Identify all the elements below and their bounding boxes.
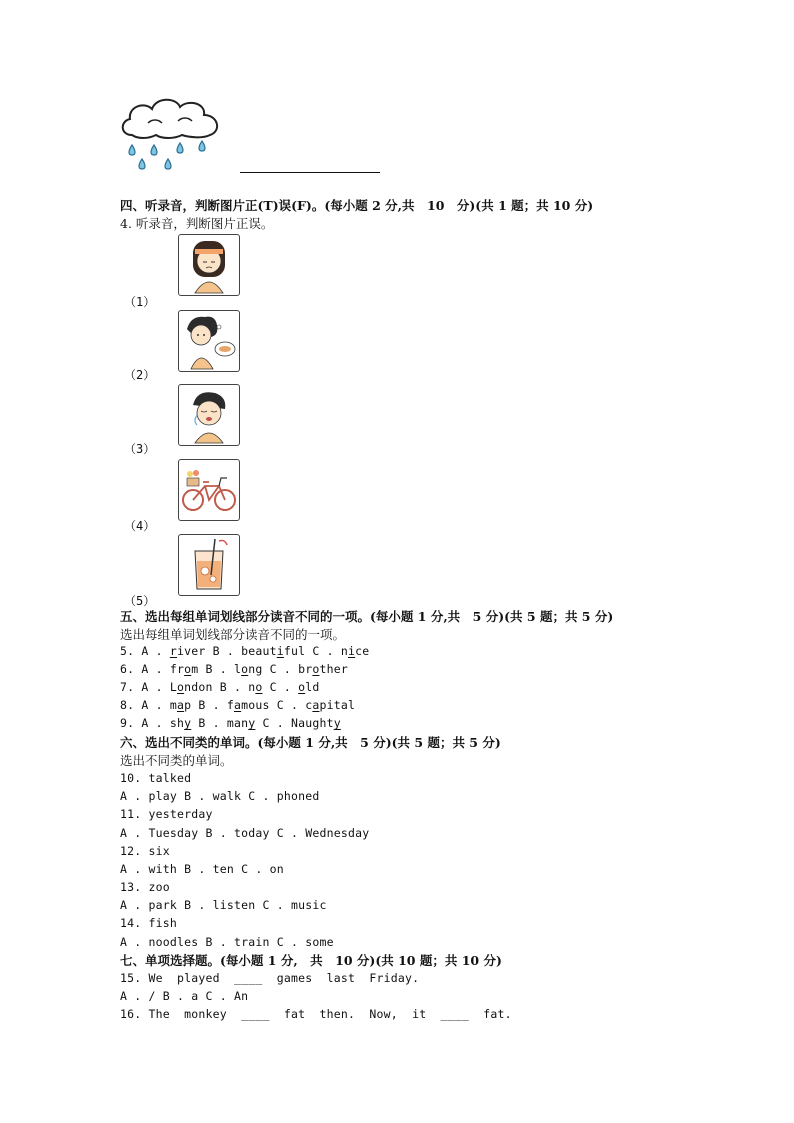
section5-subtitle: 选出每组单词划线部分读音不同的一项。 [120, 627, 346, 642]
picture-2 [178, 310, 240, 372]
question-10-options: A . play B . walk C . phoned [120, 789, 320, 803]
picture-5 [178, 534, 240, 596]
picture-3 [178, 384, 240, 446]
question-12: 12. six [120, 844, 170, 858]
question-14: 14. fish [120, 916, 177, 930]
question-16: 16. The monkey ____ fat then. Now, it ____ fat. [120, 1007, 512, 1021]
question-4-text: 4. 听录音，判断图片正误。 [120, 216, 274, 231]
item-label-3: （3） [124, 442, 156, 456]
question-14-options: A . noodles B . train C . some [120, 935, 334, 949]
item-label-5: （5） [124, 594, 156, 608]
section7-heading: 七、单项选择题。(每小题 1 分, 共 10 分)(共 10 题；共 10 分) [120, 953, 502, 968]
question-12-options: A . with B . ten C . on [120, 862, 284, 876]
question-13-options: A . park B . listen C . music [120, 898, 327, 912]
question-8: 8. A . map B . famous C . capital [120, 698, 356, 712]
question-13: 13. zoo [120, 880, 170, 894]
section6-subtitle: 选出不同类的单词。 [120, 753, 233, 768]
question-15-options: A . / B . a C . An [120, 989, 249, 1003]
question-9: 9. A . shy B . many C . Naughty [120, 716, 341, 730]
question-7: 7. A . London B . no C . old [120, 680, 320, 694]
bicycle-flowers-icon [179, 460, 239, 520]
answer-blank-line[interactable] [240, 172, 380, 173]
question-15: 15. We played ____ games last Friday. [120, 971, 420, 985]
picture-4 [178, 459, 240, 521]
item-label-2: （2） [124, 368, 156, 382]
rain-cloud-icon [118, 95, 228, 175]
question-11: 11. yesterday [120, 807, 213, 821]
section4-heading: 四、听录音，判断图片正(T)误(F)。(每小题 2 分,共 10 分)(共 1 题；共 10 分) [120, 198, 594, 213]
section5-heading: 五、选出每组单词划线部分读音不同的一项。(每小题 1 分,共 5 分)(共 5 题；共 5 分) [120, 609, 614, 624]
boy-crying-icon [179, 385, 239, 445]
question-6: 6. A . from B . long C . brother [120, 662, 348, 676]
boy-thinking-food-icon [179, 311, 239, 371]
question-11-options: A . Tuesday B . today C . Wednesday [120, 826, 370, 840]
picture-1 [178, 234, 240, 296]
juice-glass-icon [179, 535, 239, 595]
item-label-4: （4） [124, 519, 156, 533]
girl-bandaged-head-icon [179, 235, 239, 295]
section6-heading: 六、选出不同类的单词。(每小题 1 分,共 5 分)(共 5 题；共 5 分) [120, 735, 501, 750]
question-10: 10. talked [120, 771, 192, 785]
question-5: 5. A . river B . beautiful C . nice [120, 644, 370, 658]
item-label-1: （1） [124, 295, 156, 309]
